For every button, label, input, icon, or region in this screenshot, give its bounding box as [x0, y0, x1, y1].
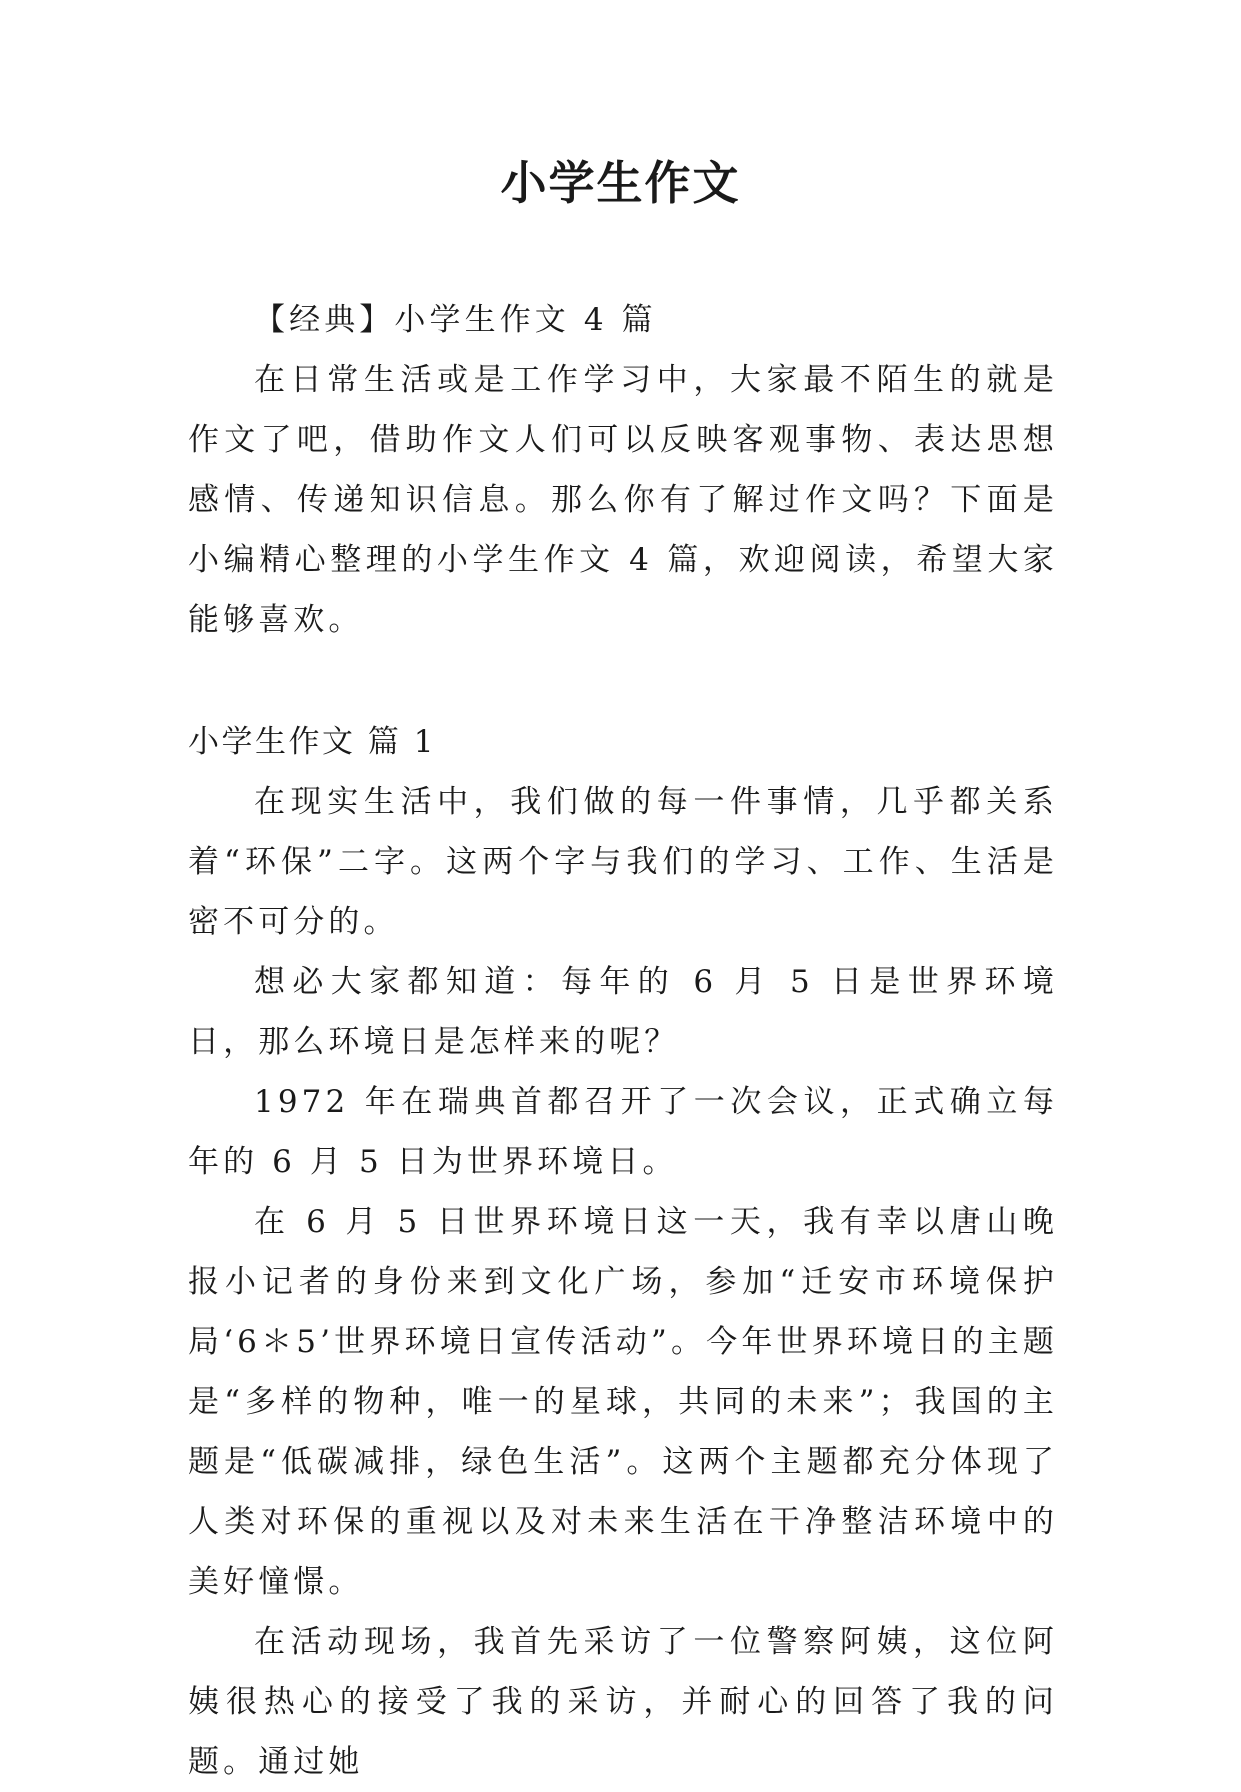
intro-paragraph: 在日常生活或是工作学习中，大家最不陌生的就是作文了吧，借助作文人们可以反映客观事物、表达思想感情、传递知识信息。那么你有了解过作文吗？下面是小编精心整理的小学生作文 4 篇，欢迎阅读，希望大家能够喜欢。 [188, 362, 1058, 638]
body-paragraph: 在活动现场，我首先采访了一位警察阿姨，这位阿姨很热心的接受了我的采访，并耐心的回答了我的问题。通过她 [188, 1624, 1058, 1780]
document-title: 小学生作文 [500, 156, 741, 210]
body-paragraph: 在现实生活中，我们做的每一件事情，几乎都关系着“环保”二字。这两个字与我们的学习、工作、生活是密不可分的。 [188, 784, 1058, 940]
document-body [188, 290, 1058, 1792]
body-paragraph: 想必大家都知道：每年的 6 月 5 日是世界环境日，那么环境日是怎样来的呢？ [188, 964, 1058, 1060]
body-paragraph: 在 6 月 5 日世界环境日这一天，我有幸以唐山晚报小记者的身份来到文化广场，参加“迁安市环境保护局‘6＊5’世界环境日宣传活动”。今年世界环境日的主题是“多样的物种，唯一的星球，共同的未来”；我国的主题是“低碳减排，绿色生活”。这两个主题都充分体现了人类对环保的重视以及对未来生活在干净整洁环境中的美好憧憬。 [188, 1204, 1058, 1600]
document-subtitle: 【经典】小学生作文 4 篇 [254, 302, 657, 338]
body-paragraph: 1972 年在瑞典首都召开了一次会议，正式确立每年的 6 月 5 日为世界环境日。 [188, 1084, 1058, 1180]
section-heading: 小学生作文 篇 1 [188, 724, 436, 760]
